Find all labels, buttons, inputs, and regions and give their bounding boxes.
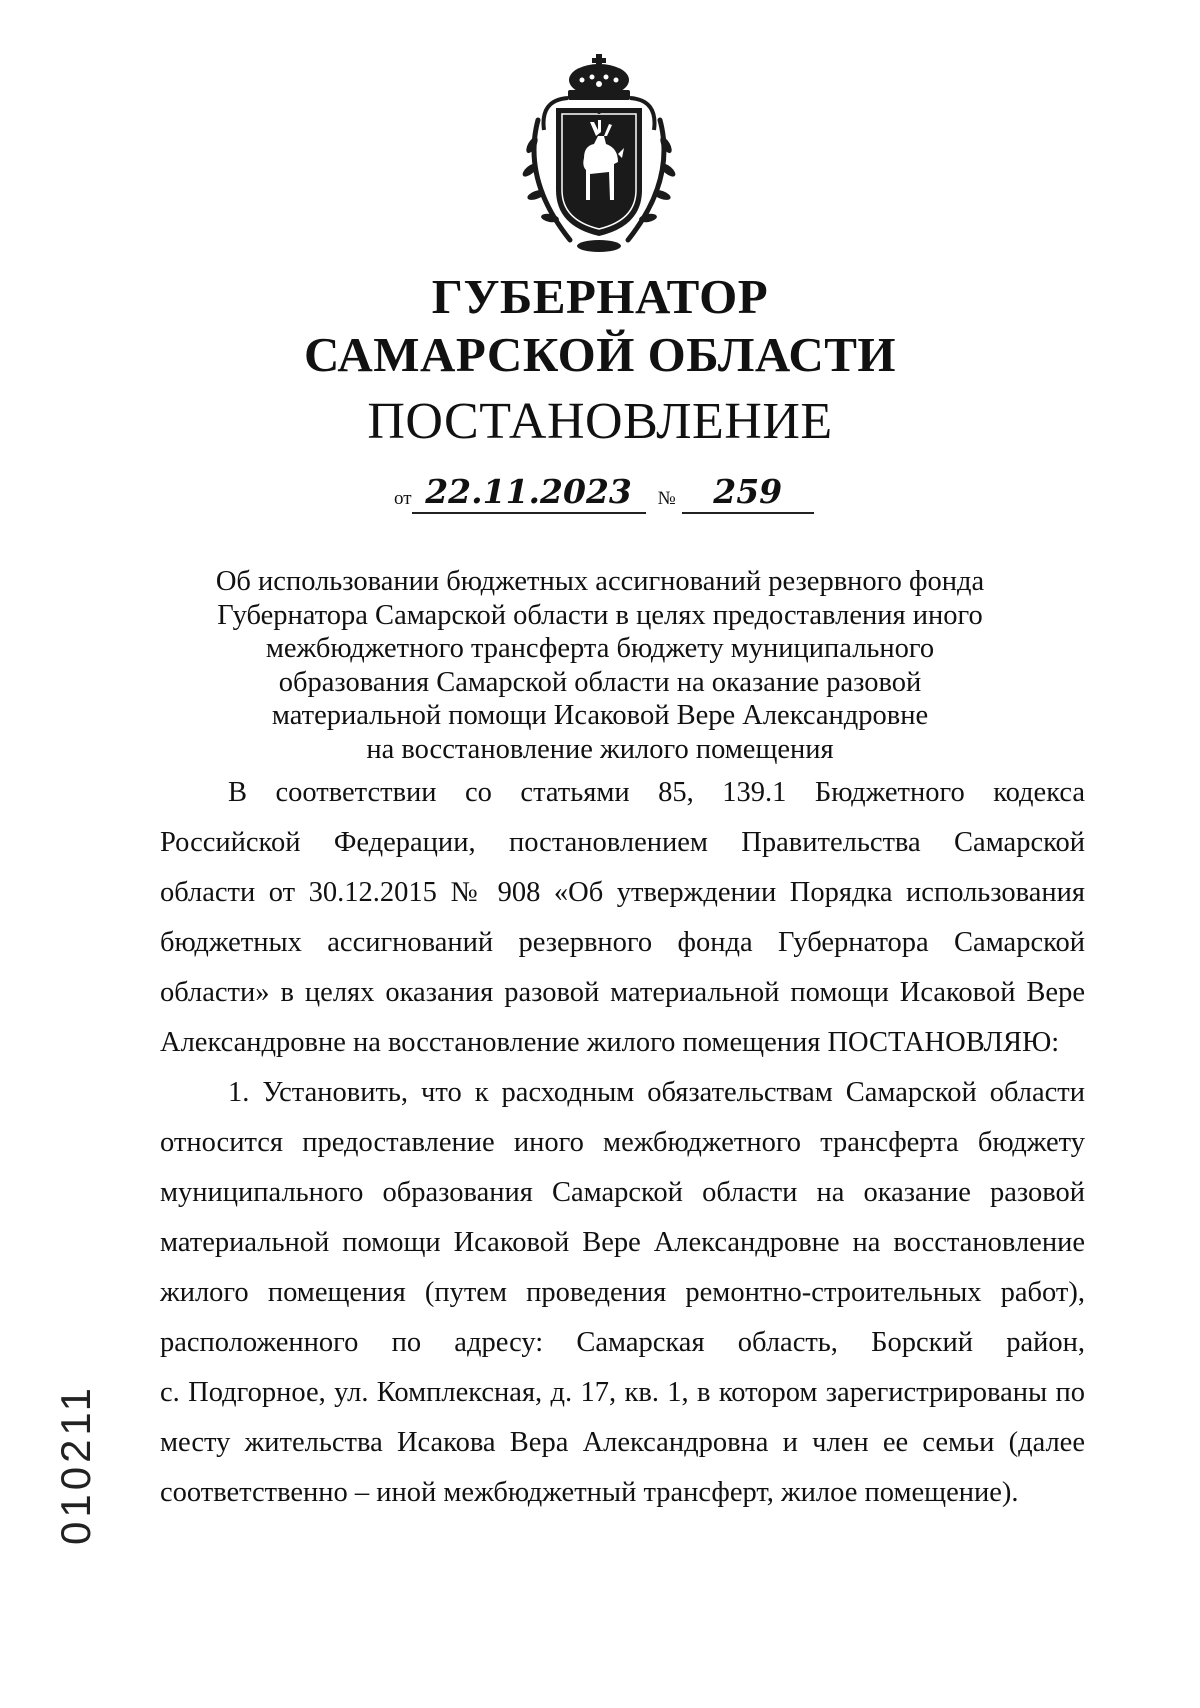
preamble-paragraph bbox=[160, 768, 1085, 1068]
paragraph-line: соответственно – иной межбюджетный трансферт, жилое помещение). bbox=[160, 1477, 1019, 1508]
subject-line: материальной помощи Исаковой Вере Александровне bbox=[271, 700, 929, 731]
paragraph-line: бюджетных ассигнований резервного фонда Губернатора Самарской bbox=[160, 927, 1085, 958]
side-serial-number: 010211 bbox=[52, 1383, 99, 1545]
date-prefix: от bbox=[394, 488, 412, 509]
handwritten-date: 22.11.2023 bbox=[412, 472, 646, 514]
document-subject bbox=[160, 565, 1040, 766]
paragraph-line: муниципального образования Самарской области на оказание разовой bbox=[160, 1177, 1085, 1208]
paragraph-line: 1. Установить, что к расходным обязательствам Самарской области bbox=[228, 1077, 1085, 1108]
paragraph-line: области» в целях оказания разовой материальной помощи Исаковой Вере bbox=[160, 977, 1085, 1008]
paragraph-line: В соответствии со статьями 85, 139.1 Бюджетного кодекса bbox=[228, 777, 1085, 808]
subject-line: Об использовании бюджетных ассигнований резервного фонда bbox=[215, 566, 985, 597]
paragraph-line: Александровне на восстановление жилого помещения ПОСТАНОВЛЯЮ: bbox=[160, 1027, 1060, 1058]
subject-line: на восстановление жилого помещения bbox=[366, 733, 834, 765]
samara-coat-of-arms-icon bbox=[510, 50, 688, 260]
subject-line: межбюджетного трансферта бюджету муниципального bbox=[265, 633, 935, 664]
paragraph-line: месту жительства Исакова Вера Александровна и член ее семьи (далее bbox=[160, 1427, 1085, 1458]
paragraph-line: относится предоставление иного межбюджетного трансферта бюджету bbox=[160, 1127, 1085, 1158]
paragraph-line: материальной помощи Исаковой Вере Александровне на восстановление bbox=[160, 1227, 1085, 1258]
date-number-line bbox=[394, 470, 814, 514]
paragraph-line: жилого помещения (путем проведения ремонтно-строительных работ), bbox=[160, 1277, 1085, 1308]
handwritten-number: 259 bbox=[682, 472, 814, 514]
paragraph-line: Российской Федерации, постановлением Правительства Самарской bbox=[160, 827, 1085, 858]
authority-line-2: САМАРСКОЙ ОБЛАСТИ bbox=[303, 327, 897, 382]
paragraph-line: области от 30.12.2015 № 908 «Об утверждении Порядка использования bbox=[160, 877, 1085, 908]
subject-line: образования Самарской области на оказание разовой bbox=[278, 666, 922, 698]
document-type: ПОСТАНОВЛЕНИЕ bbox=[367, 393, 833, 450]
authority-line-1: ГУБЕРНАТОР bbox=[431, 269, 769, 324]
paragraph-line: расположенного по адресу: Самарская область, Борский район, bbox=[160, 1327, 1085, 1358]
paragraph-line: с. Подгорное, ул. Комплексная, д. 17, кв. 1, в котором зарегистрированы по bbox=[160, 1377, 1085, 1408]
issuing-authority bbox=[0, 268, 1200, 384]
subject-line: Губернатора Самарской области в целях предоставления иного bbox=[217, 599, 983, 631]
clause-1-paragraph bbox=[160, 1068, 1085, 1518]
number-prefix: № bbox=[657, 488, 676, 509]
